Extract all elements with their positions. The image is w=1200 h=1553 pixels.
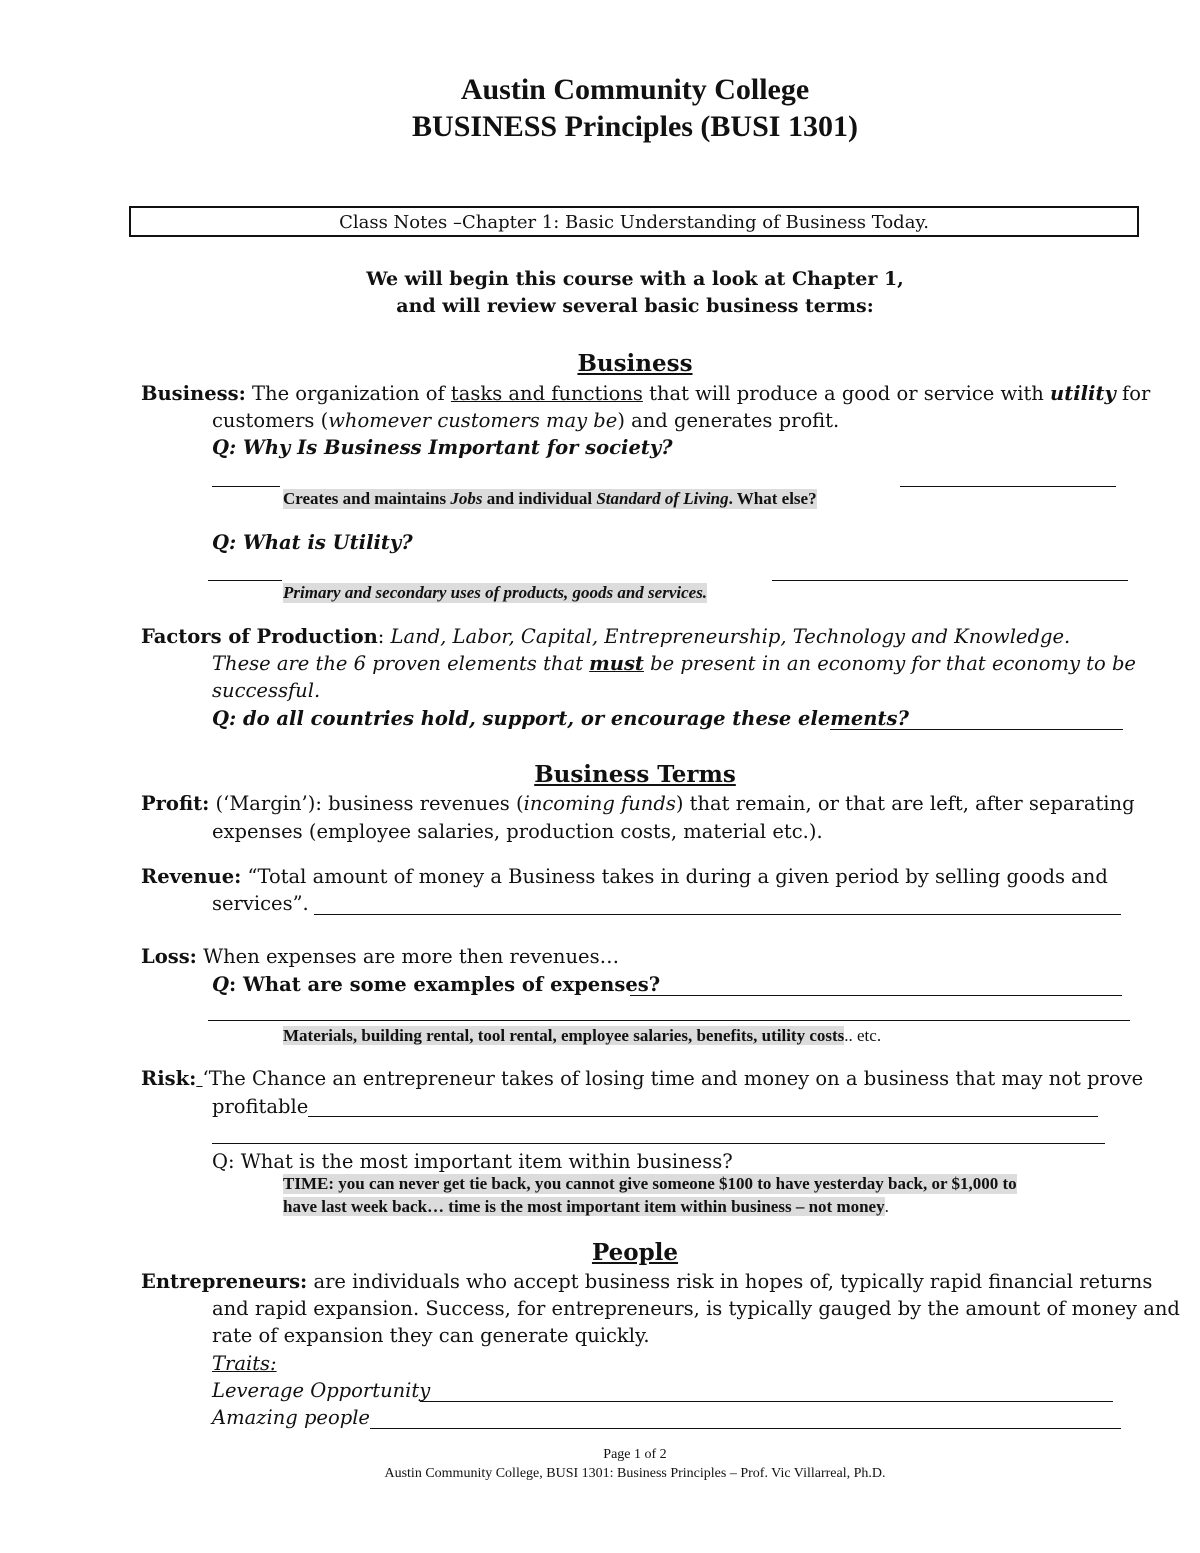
loss-def: When expenses are more then revenues…: [196, 945, 620, 968]
profit-definition: [141, 792, 1135, 815]
business-definition: [141, 382, 1150, 405]
section-business-terms: Business Terms: [534, 761, 736, 788]
business-line2-a: customers (: [212, 409, 329, 432]
factors-line-3: successful.: [212, 679, 321, 702]
risk-term: Risk:: [141, 1067, 197, 1090]
intro-line-2: and will review several basic business terms:: [396, 295, 874, 317]
risk-answer-line-2: [283, 1197, 889, 1217]
factors-line-2: [212, 652, 1136, 675]
revenue-term: Revenue:: [141, 865, 242, 888]
business-definition-line-2: [212, 409, 839, 432]
answer-line: [370, 1428, 1121, 1429]
business-def-underlined: tasks and functions: [450, 382, 643, 405]
class-notes-box: Class Notes –Chapter 1: Basic Understanding of Business Today.: [129, 206, 1139, 237]
profit-line-2: expenses (employee salaries, production costs, material etc.).: [212, 820, 823, 843]
college-title: Austin Community College: [460, 73, 810, 106]
risk-line-2: profitable: [212, 1095, 309, 1118]
risk-answer-line-1: TIME: you can never get tie back, you cannot give someone $100 to have yesterday back, or $1,000 to: [283, 1174, 1017, 1193]
business-answer-1: [283, 489, 817, 509]
answer-line: [208, 1020, 1130, 1021]
factors-line2-a: These are the 6 proven elements that: [212, 652, 590, 675]
business-line2-italic: whomever customers may be: [328, 409, 618, 432]
loss-answer: [283, 1026, 881, 1046]
factors-colon: :: [377, 625, 391, 648]
business-def-c: for: [1115, 382, 1151, 405]
business-def-a: The organization of: [252, 382, 451, 405]
profit-term: Profit:: [141, 792, 210, 815]
entrepreneurs-def: are individuals who accept business risk in hopes of, typically rapid financial returns: [307, 1270, 1153, 1293]
answer-line: [314, 914, 1121, 915]
loss-term: Loss:: [141, 945, 197, 968]
answer1-b: and individual: [482, 489, 597, 508]
factors-term: Factors of Production: [141, 625, 378, 648]
revenue-def: “Total amount of money a Business takes in during a given period by selling goods and: [241, 865, 1108, 888]
answer1-c: . What else?: [728, 489, 817, 508]
answer-line: [208, 580, 282, 581]
loss-answer-text: Materials, building rental, tool rental, employee salaries, benefits, utility costs: [283, 1026, 845, 1045]
entrepreneurs-term: Entrepreneurs:: [141, 1270, 308, 1293]
answer-line: [212, 1143, 1105, 1144]
business-term: Business:: [141, 382, 246, 405]
trait-leverage-opportunity: Leverage Opportunity: [212, 1379, 431, 1402]
risk-question: Q: What is the most important item within business?: [212, 1150, 733, 1173]
entrepreneurs-definition: [141, 1270, 1152, 1293]
answer1-jobs: Jobs: [450, 489, 483, 508]
course-title: BUSINESS Principles (BUSI 1301): [412, 110, 858, 143]
entrepreneurs-line-3: rate of expansion they can generate quickly.: [212, 1324, 650, 1347]
answer1-standard-of-living: Standard of Living: [596, 489, 729, 508]
business-def-b: that will produce a good or service with: [642, 382, 1051, 405]
loss-definition: [141, 945, 619, 968]
risk-answer2-tail: .: [884, 1197, 889, 1216]
loss-question: [212, 973, 660, 996]
section-business: Business: [577, 350, 693, 377]
loss-q-prefix: Q: [212, 973, 229, 996]
answer-line: [630, 995, 1122, 996]
answer-line: [830, 729, 1123, 730]
answer-line: [308, 1116, 1098, 1117]
risk-definition: [141, 1067, 1143, 1090]
factors-must: must: [589, 652, 644, 675]
answer-line: [900, 486, 1116, 487]
profit-b: ) that remain, or that are left, after separating: [675, 792, 1135, 815]
answer-line: [420, 1401, 1113, 1402]
revenue-line-2: services”.: [212, 892, 309, 915]
intro-line-1: We will begin this course with a look at Chapter 1,: [366, 268, 904, 290]
factors-line2-b: be present in an economy for that economy to be: [643, 652, 1136, 675]
profit-a: (‘Margin’): business revenues (: [209, 792, 524, 815]
factors-list: Land, Labor, Capital, Entrepreneurship, Technology and Knowledge.: [390, 625, 1071, 648]
section-people: People: [591, 1239, 679, 1266]
business-question-2: Q: What is Utility?: [212, 531, 413, 554]
business-line2-b: ) and generates profit.: [617, 409, 840, 432]
answer-line: [212, 486, 280, 487]
loss-q-text: : What are some examples of expenses?: [229, 973, 661, 996]
loss-answer-tail: .. etc.: [844, 1026, 882, 1045]
risk-answer2-text: have last week back… time is the most important item within business – not money: [283, 1197, 885, 1216]
answer1-a: Creates and maintains: [283, 489, 451, 508]
business-question-1: Q: Why Is Business Important for society?: [212, 436, 673, 459]
entrepreneurs-line-2: and rapid expansion. Success, for entrepreneurs, is typically gauged by the amount of money and: [212, 1297, 1180, 1320]
answer-line: [772, 580, 1128, 581]
business-def-utility: utility: [1050, 382, 1116, 405]
footer-credit: Austin Community College, BUSI 1301: Business Principles – Prof. Vic Villarreal, Ph.D.: [384, 1466, 886, 1481]
revenue-definition: [141, 865, 1108, 888]
factors-question: Q: do all countries hold, support, or encourage these elements?: [212, 707, 909, 730]
factors-definition: [141, 625, 1070, 648]
traits-heading: Traits:: [212, 1352, 277, 1375]
risk-def: ‘The Chance an entrepreneur takes of losing time and money on a business that may not prove: [202, 1067, 1144, 1090]
business-answer-2: Primary and secondary uses of products, goods and services.: [283, 583, 708, 602]
footer-page-number: Page 1 of 2: [603, 1447, 667, 1462]
profit-italic: incoming funds: [523, 792, 676, 815]
trait-amazing-people: Amazing people: [212, 1406, 370, 1429]
